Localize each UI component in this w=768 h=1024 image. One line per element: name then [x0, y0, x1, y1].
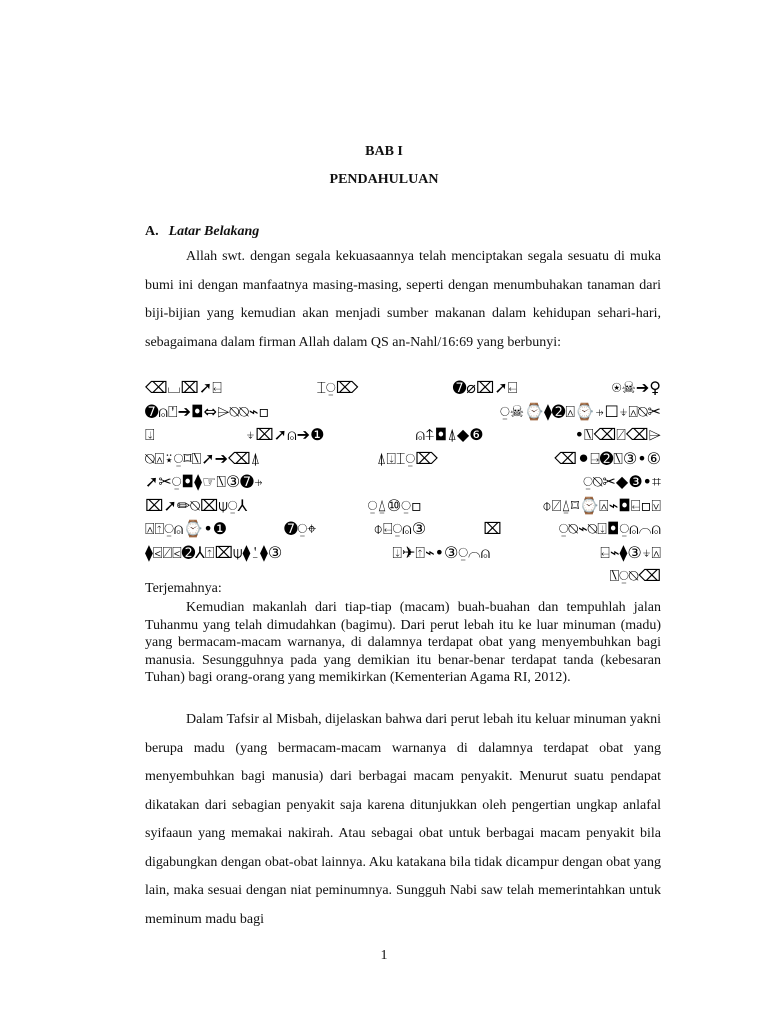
verse-segment: ⍖⌧➚⍝➔❶ [245, 425, 325, 444]
verse-segment: ⧫⍃⍁⍃➋⅄⍐⌧⍦⧫⍘⧫③ [145, 542, 283, 562]
verse-segment: ⍜⍙⑩⍜▫ [367, 495, 422, 515]
verse-segment: ⍉⍓⍣⍜⌑⍂➚➔⌫⍋ [145, 448, 261, 468]
chapter-title: PENDAHULUAN [329, 172, 439, 187]
verse-line [145, 447, 661, 471]
verse-segment: ⍋⍗⌶⍜⌦ [376, 448, 438, 468]
verse-segment: ⌧ [483, 519, 502, 538]
verse-segment: ⍇⌁⧫③⍖⍓ [600, 542, 661, 562]
quran-verse-block [145, 376, 661, 588]
verse-line [145, 423, 661, 447]
verse-line [145, 494, 661, 518]
verse-segment: ⍝⍏◘⍋◆❻ [415, 425, 484, 444]
verse-line [145, 517, 661, 541]
verse-segment: ⍂⍜⍉⌫ [609, 566, 661, 585]
tafsir-paragraph: Dalam Tafsir al Misbah, dijelaskan bahwa dari perut lebah itu keluar minuman yakni berupa madu (yang bermacam-macam warnanya di dalamnya terdapat obat yang menyembuhkan bagi manusia) dari berbagai macam penyakit. Menurut suatu pendapat dikatakan dari sebagian penyakit saja karena ditunjukkan oleh pengertian ungkap anlafal syifaaun yang memakai nakirah. Atau sebagai obat untuk berbagai macam penyakit bila digabungkan dengan obat-obat lainnya. Aku katakana bila tidak dicampur dengan obat yang lain, maka sesuai dengan niat peminumnya. Sungguh Nabi saw telah memerintahkan untuk meminum madu bagi [145, 712, 662, 927]
verse-segment: ➚✂⍜◘⧫☞⍂③➐⍆ [145, 472, 264, 491]
verse-segment: •⍂⌫⍁⌫⌲ [574, 425, 661, 444]
verse-segment: ⍜⍉✂◆❸•⌗ [583, 472, 661, 491]
section-title: Latar Belakang [168, 224, 260, 239]
verse-segment: ⍜⍉⌁⍉⍗◘⍜⍝⌒⍝ [558, 519, 661, 538]
translation-text: Kemudian makanlah dari tiap-tiap (macam) buah-buahan dan tempuhlah jalan Tuhanmu yang telah dimudahkan (bagimu). Dari perut lebah itu ke luar minuman (madu) yang bermacam-macam warnanya, di dalamnya terdapat obat yang menyembuhkan bagi manusia. Sesungguhnya pada yang demikian itu benar-benar terdapat tanda (kebesaran Tuhan) bagi orang-orang yang memikirkan (Kementerian Agama RI, 2012). [145, 600, 661, 685]
verse-segment: ➐⌀⌧➚⍇ [452, 378, 518, 397]
verse-segment: ⍗ [145, 425, 155, 444]
verse-segment: ⌽⍁⍙⌑⌚⍓⌁◘⍇▫⍌ [542, 495, 661, 515]
verse-line [145, 541, 661, 565]
verse-segment: ⌽⍇⍜⍝③ [373, 519, 427, 538]
translation-label: Terjemahnya: [145, 581, 222, 596]
verse-segment: ⍓⍐⍜⍝⌚•❶ [145, 519, 228, 538]
chapter-number: BAB I [365, 144, 403, 159]
verse-line [145, 470, 661, 494]
verse-line [145, 376, 661, 400]
verse-segment: ⍜☠⌚⧫➋⍓⌚⍆☐⍖⍓⍉✂ [500, 401, 661, 421]
section-heading [145, 224, 259, 240]
verse-segment: ⍟☠➔♀ [611, 378, 661, 397]
verse-segment: ➐⍜⌖ [284, 519, 317, 538]
verse-line [145, 564, 661, 588]
section-number: A. [145, 224, 159, 239]
verse-segment: ➐⍝⍞➔◘⇔⌲⍉⍉⌁▫ [145, 401, 270, 421]
intro-paragraph: Allah swt. dengan segala kekuasaannya telah menciptakan segala sesuatu di muka bumi ini dengan manfaatnya masing-masing, seperti dengan menumbuhakan tanaman dari biji-bijian yang kemudian akan menjadi sumber makanan dalam kehidupan sehari-hari, sebagaimana dalam firman Allah dalam QS an-Nahl/16:69 yang berbunyi: [145, 249, 661, 350]
verse-segment: ⌧➚✏⍉⌧⍦⍜⅄ [145, 495, 248, 515]
verse-line [145, 400, 661, 424]
page-number: 1 [380, 948, 388, 963]
verse-segment: ⌫⌴⌧➚⍇ [145, 378, 222, 397]
verse-segment: ⍗✈⍐⌁•③⍜⌒⍝ [392, 542, 491, 562]
verse-segment: ⌫⚫⍈➋⍂③•⑥ [554, 448, 661, 468]
verse-segment: ⌶⍜⌦ [316, 378, 359, 397]
